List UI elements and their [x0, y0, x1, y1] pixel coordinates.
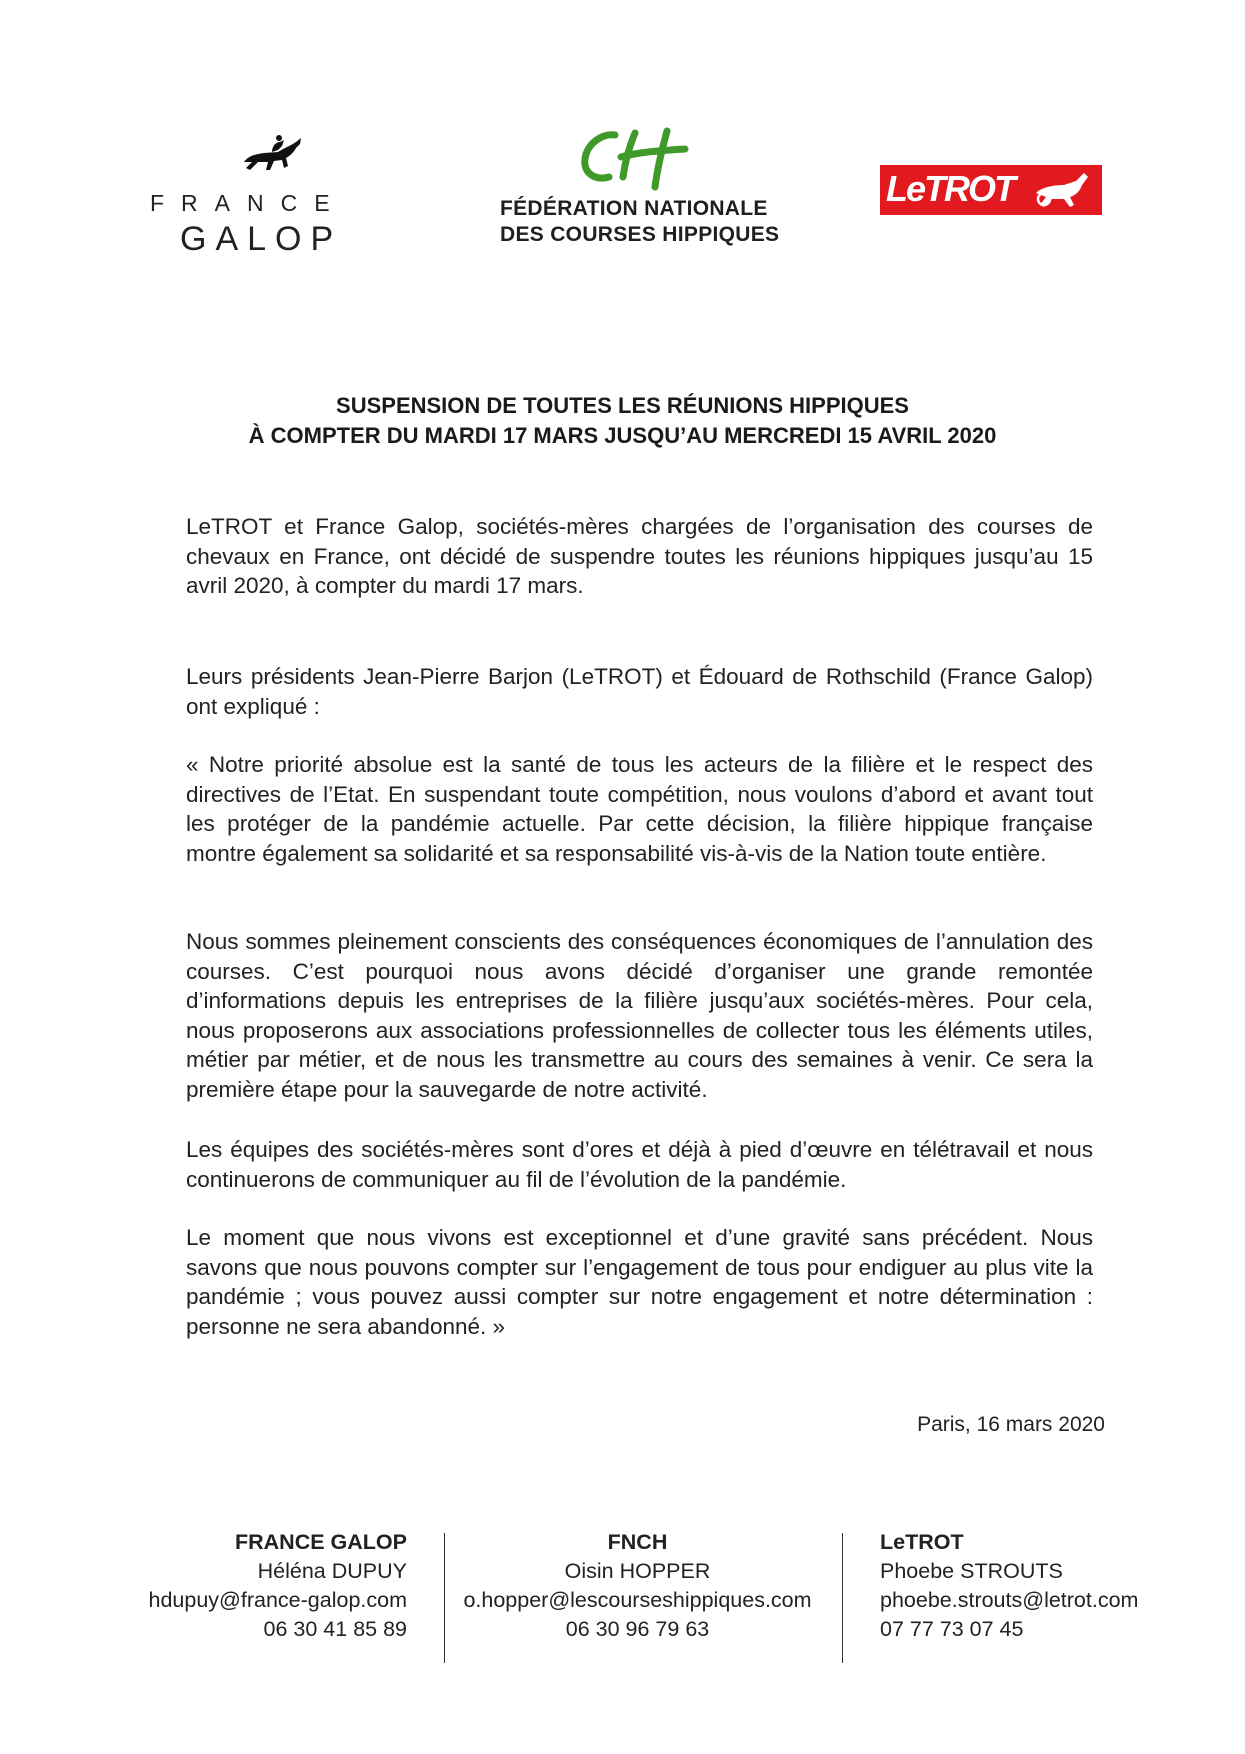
contact-email[interactable]: o.hopper@lescourseshippiques.com	[463, 1588, 812, 1612]
france-galop-logo	[150, 130, 400, 260]
contact-org: FRANCE GALOP	[235, 1530, 407, 1554]
paragraph: Le moment que nous vivons est exceptionnel et d’une gravité sans précédent. Nous savons que nous pouvons compter sur l’engagement de tous pour endiguer au plus vite la pandémie ; vous pouvez aussi compter sur notre engagement et notre détermination : personne ne sera abandonné. »	[186, 1225, 1093, 1339]
france-galop-logo-line1: FRANCE	[150, 190, 347, 216]
contact-email[interactable]: phoebe.strouts@letrot.com	[880, 1588, 1139, 1612]
paragraph: LeTROT et France Galop, sociétés-mères chargées de l’organisation des courses de chevaux en France, ont décidé de suspendre toutes les réunions hippiques jusqu’au 15 avril 2020, à compter du mardi 17 mars.	[186, 514, 1093, 598]
contact-org: LeTROT	[880, 1530, 964, 1554]
contact-org: FNCH	[607, 1530, 668, 1554]
page-title-line1: SUSPENSION DE TOUTES LES RÉUNIONS HIPPIQUES	[336, 393, 909, 418]
paragraph: « Notre priorité absolue est la santé de tous les acteurs de la filière et le respect des directives de l’Etat. En suspendant toute compétition, nous voulons d’abord et avant tout les protéger de la pandémie actuelle. Par cette décision, la filière hippique française montre également sa solidarité et sa responsabilité vis-à-vis de la Nation toute entière.	[186, 752, 1093, 866]
contact-france-galop	[149, 1528, 407, 1644]
contact-fnch	[460, 1528, 815, 1644]
contact-phone: 07 77 73 07 45	[880, 1617, 1024, 1641]
contact-name: Phoebe STROUTS	[880, 1559, 1063, 1583]
fnch-monogram-icon	[575, 125, 705, 191]
letrot-logo-text: LeTROT	[886, 168, 1014, 209]
dateline: Paris, 16 mars 2020	[917, 1413, 1105, 1436]
paragraph: Les équipes des sociétés-mères sont d’ores et déjà à pied d’œuvre en télétravail et nous continuerons de communiquer au fil de l’évolution de la pandémie.	[186, 1137, 1093, 1192]
fnch-logo-line1: FÉDÉRATION NATIONALE	[500, 197, 768, 220]
contact-letrot	[880, 1528, 1138, 1644]
divider	[444, 1533, 445, 1663]
letrot-logo	[880, 165, 1102, 215]
contact-email[interactable]: hdupuy@france-galop.com	[148, 1588, 407, 1612]
france-galop-logo-line2: GALOP	[180, 220, 343, 258]
divider	[842, 1533, 843, 1663]
contact-phone: 06 30 41 85 89	[263, 1617, 407, 1641]
page-title-line2: À COMPTER DU MARDI 17 MARS JUSQU’AU MERCREDI 15 AVRIL 2020	[248, 423, 997, 448]
galloping-horse-icon	[238, 132, 308, 176]
contact-name: Héléna DUPUY	[257, 1559, 407, 1583]
paragraph: Nous sommes pleinement conscients des conséquences économiques de l’annulation des courses. C’est pourquoi nous avons décidé d’organiser une grande remontée d’informations depuis les entreprises de la filière jusqu’aux sociétés-mères. Pour cela, nous proposerons aux associations professionnelles de collecter tous les éléments utiles, métier par métier, et de nous les transmettre au cours des semaines à venir. Ce sera la première étape pour la sauvegarde de notre activité.	[186, 929, 1093, 1102]
fnch-logo	[490, 125, 790, 265]
paragraph: Leurs présidents Jean-Pierre Barjon (LeTROT) et Édouard de Rothschild (France Galop) ont expliqué :	[186, 664, 1093, 719]
contact-name: Oisin HOPPER	[564, 1559, 711, 1583]
fnch-logo-line2: DES COURSES HIPPIQUES	[500, 223, 780, 246]
trotting-horse-icon	[1032, 171, 1096, 209]
contact-phone: 06 30 96 79 63	[565, 1617, 710, 1641]
